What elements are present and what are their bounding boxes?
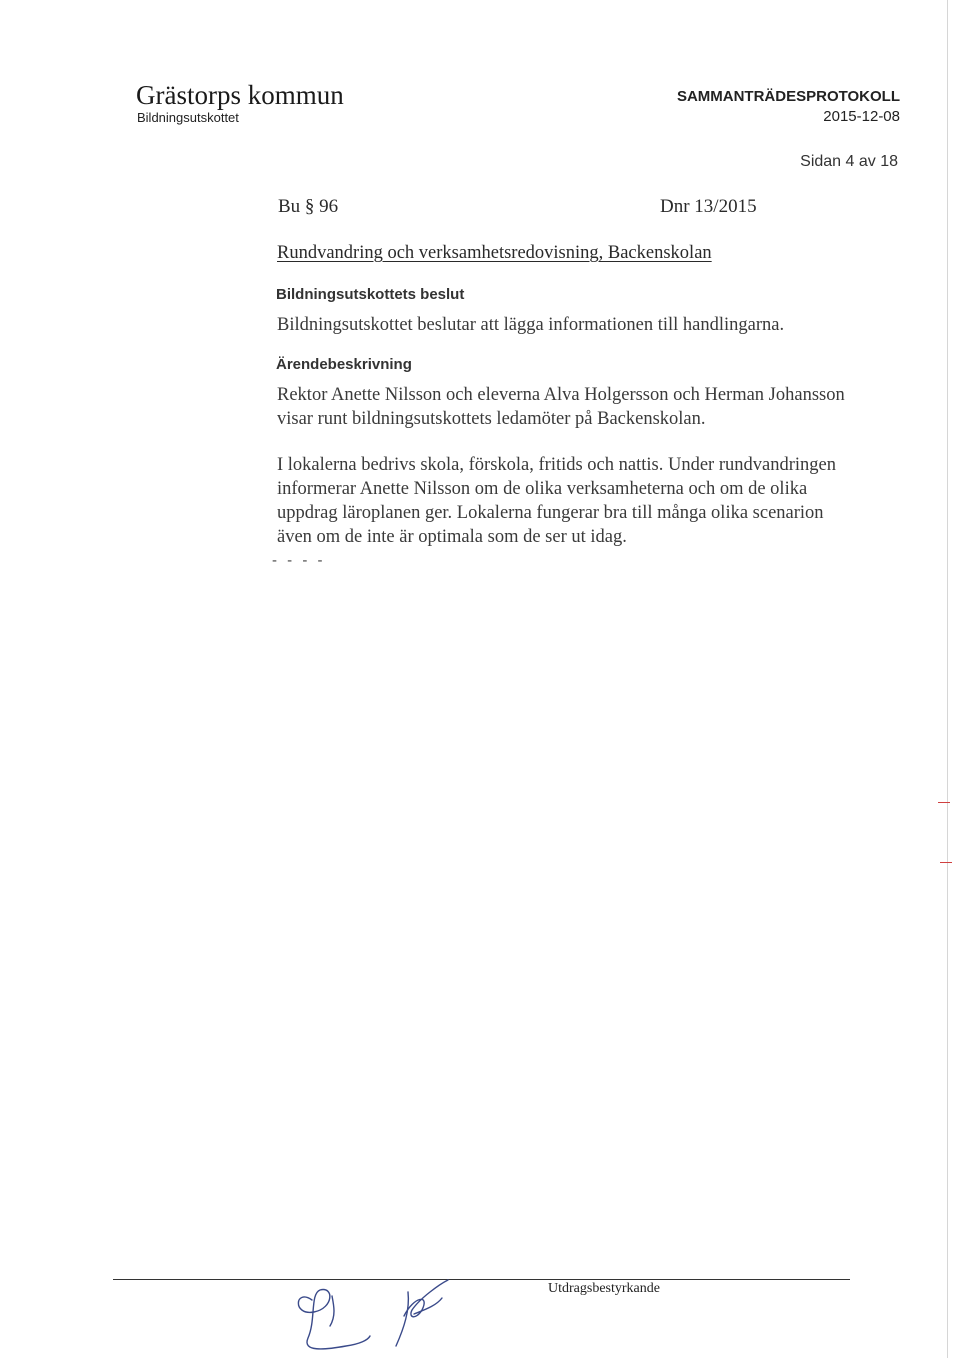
footer-divider <box>113 1279 850 1280</box>
committee-name: Bildningsutskottet <box>137 110 239 125</box>
scan-mark-2 <box>940 862 952 863</box>
scan-edge-line <box>947 0 948 1358</box>
signature-initials <box>290 1276 470 1356</box>
certification-label: Utdragsbestyrkande <box>548 1281 660 1296</box>
page-number: Sidan 4 av 18 <box>800 153 898 170</box>
end-marker: - - - - <box>272 552 326 569</box>
case-title: Rundvandring och verksamhetsredovisning, Backenskolan <box>277 243 712 263</box>
paragraph-number: Bu § 96 <box>278 196 339 217</box>
meeting-date: 2015-12-08 <box>823 108 900 125</box>
decision-heading: Bildningsutskottets beslut <box>276 286 465 303</box>
diary-number: Dnr 13/2015 <box>660 196 757 217</box>
description-paragraph-2: I lokalerna bedrivs skola, förskola, fritids och nattis. Under rundvandringen informerar Anette Nilsson om de olika verksamheterna och om de olika uppdrag läroplanen ger. Lokalerna fungerar bra till många olika scenarion även om de inte är optimala som de ser ut idag. <box>277 455 836 547</box>
decision-text: Bildningsutskottet beslutar att lägga informationen till handlingarna. <box>277 315 785 335</box>
organization-name: Grästorps kommun <box>136 80 344 110</box>
description-paragraph-1: Rektor Anette Nilsson och eleverna Alva Holgersson och Herman Johansson visar runt bildningsutskottets ledamöter på Backenskolan. <box>277 385 845 429</box>
scan-mark-1 <box>938 802 950 803</box>
document-type: SAMMANTRÄDESPROTOKOLL <box>676 88 900 105</box>
description-heading: Ärendebeskrivning <box>276 356 412 373</box>
